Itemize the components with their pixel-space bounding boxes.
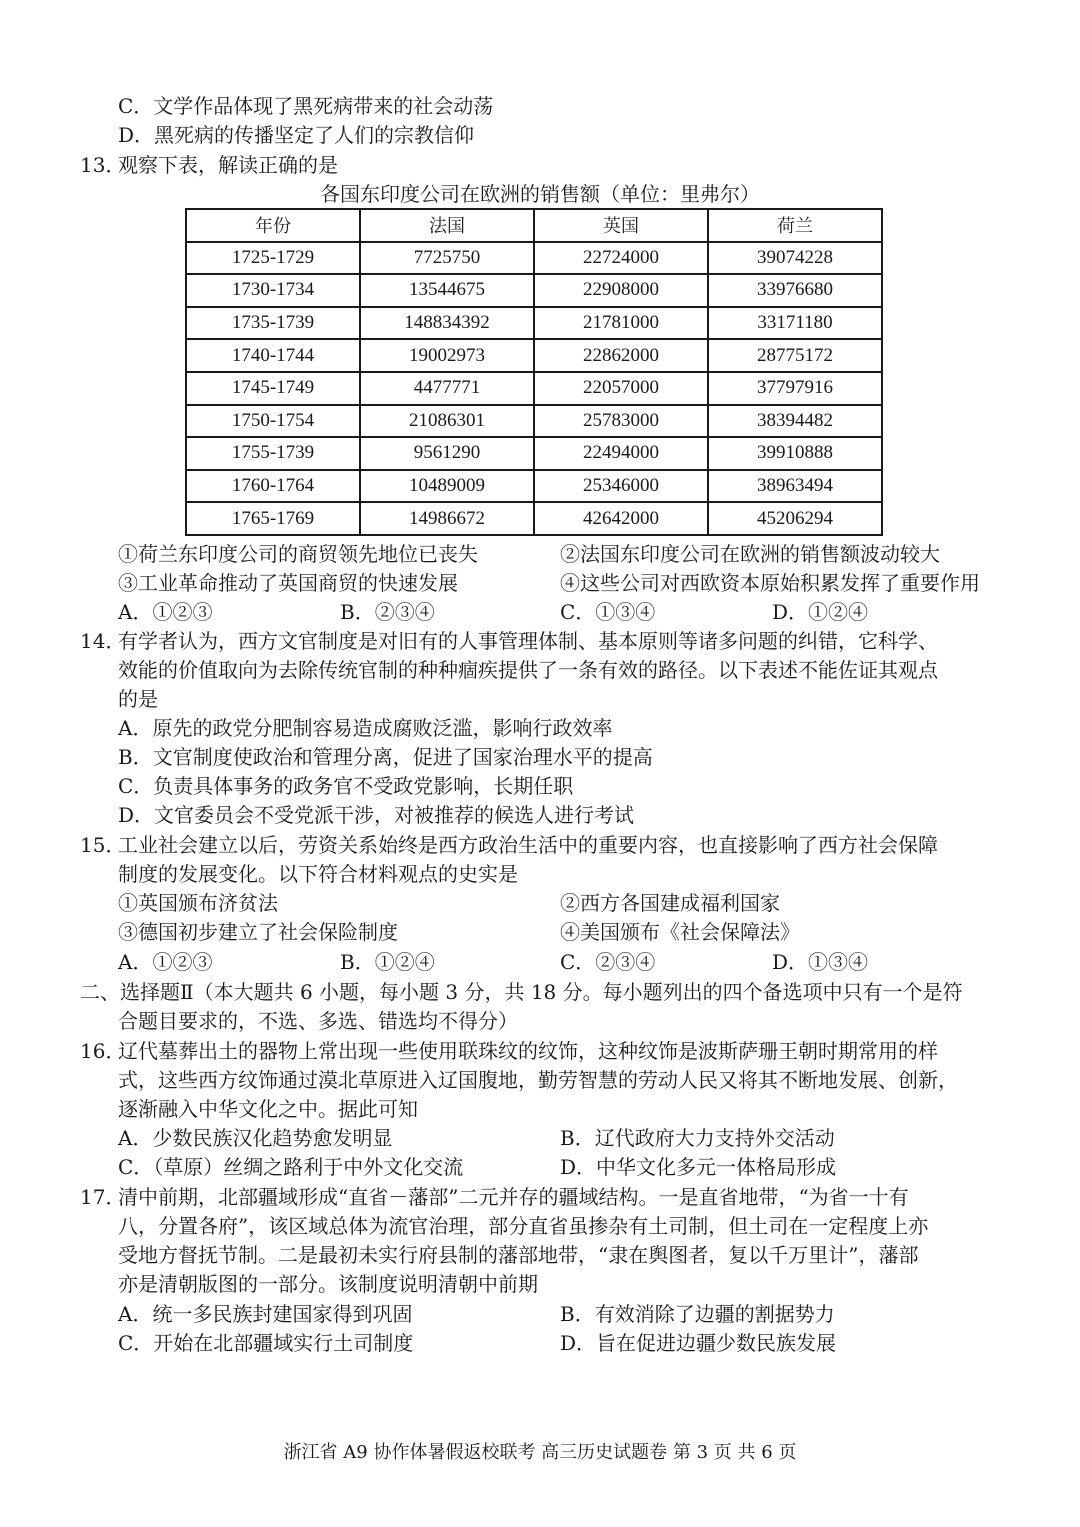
table-cell: 25783000 (534, 405, 708, 438)
table-cell: 14986672 (360, 502, 534, 535)
question-14-line: 有学者认为，西方文官制度是对旧有的人事管理体制、基本原则等诸多问题的纠错，它科学、 (118, 629, 938, 653)
option-d: D．黑死病的传播坚定了人们的宗教信仰 (118, 123, 475, 147)
option-d: D．旨在促进边疆少数民族发展 (560, 1331, 837, 1355)
question-14-line: 效能的价值取向为去除传统官制的种种痼疾提供了一条有效的路径。以下表述不能佐证其观点 (118, 658, 938, 682)
table-cell: 22494000 (534, 437, 708, 470)
question-number-14: 14． (80, 629, 126, 653)
question-number-17: 17． (80, 1185, 126, 1209)
table-cell: 1740-1744 (186, 339, 360, 372)
question-13-stem: 观察下表，解读正确的是 (118, 153, 338, 177)
option-b: B．②③④ (340, 600, 435, 624)
statement-3: ③德国初步建立了社会保险制度 (118, 920, 398, 944)
table-cell: 1765-1769 (186, 502, 360, 535)
question-17-line: 八，分置各府”，该区域总体为流官治理，部分直省虽掺杂有土司制，但土司在一定程度上亦 (118, 1214, 929, 1238)
option-d: D．①③④ (772, 950, 869, 974)
table-row (186, 405, 882, 438)
statement-4: ④这些公司对西欧资本原始积累发挥了重要作用 (560, 571, 980, 595)
table-cell: 38963494 (708, 470, 882, 503)
option-a: A．少数民族汉化趋势愈发明显 (118, 1126, 393, 1150)
option-d: D．中华文化多元一体格局形成 (560, 1155, 837, 1179)
option-b: B．有效消除了边疆的割据势力 (560, 1302, 835, 1326)
statement-2: ②法国东印度公司在欧洲的销售额波动较大 (560, 542, 940, 566)
table-title: 各国东印度公司在欧洲的销售额（单位：里弗尔） (320, 182, 760, 206)
table-cell: 1745-1749 (186, 372, 360, 405)
table-cell: 1725-1729 (186, 242, 360, 275)
table-row (186, 274, 882, 307)
header-netherlands: 荷兰 (708, 209, 882, 242)
page-footer: 浙江省 A9 协作体暑假返校联考 高三历史试题卷 第 3 页 共 6 页 (283, 1442, 797, 1463)
question-14-line: 的是 (118, 687, 158, 711)
option-b: B．辽代政府大力支持外交活动 (560, 1126, 835, 1150)
question-17-line: 亦是清朝版图的一部分。该制度说明清朝中前期 (118, 1272, 538, 1296)
option-b: B．①②④ (340, 950, 435, 974)
question-number-15: 15． (80, 833, 126, 857)
option-c: C．①③④ (560, 600, 656, 624)
table-cell: 1730-1734 (186, 274, 360, 307)
option-a: A．①②③ (118, 950, 213, 974)
header-britain: 英国 (534, 209, 708, 242)
option-d: D．文官委员会不受党派干涉，对被推荐的候选人进行考试 (118, 803, 635, 827)
table-cell: 21781000 (534, 307, 708, 340)
statement-4: ④美国颁布《社会保障法》 (560, 920, 800, 944)
table-cell: 13544675 (360, 274, 534, 307)
table-cell: 37797916 (708, 372, 882, 405)
table-cell: 33171180 (708, 307, 882, 340)
option-c: C．文学作品体现了黑死病带来的社会动荡 (118, 94, 494, 118)
section-heading-cont: 合题目要求的，不选、多选、错选均不得分） (118, 1009, 518, 1033)
statement-2: ②西方各国建成福利国家 (560, 891, 780, 915)
table-cell: 1750-1754 (186, 405, 360, 438)
table-cell: 1755-1739 (186, 437, 360, 470)
option-c: C．负责具体事务的政务官不受政党影响，长期任职 (118, 774, 574, 798)
table-cell: 10489009 (360, 470, 534, 503)
table-cell: 21086301 (360, 405, 534, 438)
question-15-line: 制度的发展变化。以下符合材料观点的史实是 (118, 862, 518, 886)
table-cell: 7725750 (360, 242, 534, 275)
table-cell: 25346000 (534, 470, 708, 503)
question-17-line: 受地方督抚节制。二是最初未实行府县制的藩部地带，“隶在舆图者，复以千万里计”，藩部 (118, 1243, 919, 1267)
table-cell: 19002973 (360, 339, 534, 372)
section-heading: 二、选择题Ⅱ（本大题共 6 小题，每小题 3 分，共 18 分。每小题列出的四个备选项中只有一个是符 (80, 980, 963, 1004)
option-a: A．①②③ (118, 600, 213, 624)
table-cell: 38394482 (708, 405, 882, 438)
table-cell: 9561290 (360, 437, 534, 470)
header-france: 法国 (360, 209, 534, 242)
question-number-13: 13． (80, 153, 126, 177)
table-cell: 1760-1764 (186, 470, 360, 503)
table-cell: 22057000 (534, 372, 708, 405)
question-17-line: 清中前期，北部疆域形成“直省－藩部”二元并存的疆域结构。一是直省地带，“为省一十有 (118, 1185, 909, 1209)
table-cell: 22862000 (534, 339, 708, 372)
table-cell: 22908000 (534, 274, 708, 307)
table-cell: 4477771 (360, 372, 534, 405)
question-16-line: 式，这些西方纹饰通过漠北草原进入辽国腹地，勤劳智慧的劳动人民又将其不断地发展、创新， (118, 1068, 958, 1092)
question-16-line: 辽代墓葬出土的器物上常出现一些使用联珠纹的纹饰，这种纹饰是波斯萨珊王朝时期常用的样 (118, 1039, 938, 1063)
table-row (186, 437, 882, 470)
option-a: A．统一多民族封建国家得到巩固 (118, 1302, 413, 1326)
table-cell: 22724000 (534, 242, 708, 275)
table-row (186, 502, 882, 535)
table-header-row (186, 209, 882, 242)
table-row (186, 372, 882, 405)
table-row (186, 339, 882, 372)
table-cell: 39074228 (708, 242, 882, 275)
option-b: B．文官制度使政治和管理分离，促进了国家治理水平的提高 (118, 745, 653, 769)
statement-3: ③工业革命推动了英国商贸的快速发展 (118, 571, 458, 595)
sales-table (185, 208, 883, 536)
option-d: D．①②④ (772, 600, 869, 624)
header-year: 年份 (186, 209, 360, 242)
table-cell: 42642000 (534, 502, 708, 535)
question-number-16: 16． (80, 1039, 126, 1063)
table-cell: 28775172 (708, 339, 882, 372)
table-row (186, 307, 882, 340)
table-cell: 33976680 (708, 274, 882, 307)
table-row (186, 470, 882, 503)
option-c: C．②③④ (560, 950, 656, 974)
option-a: A．原先的政党分肥制容易造成腐败泛滥，影响行政效率 (118, 716, 613, 740)
option-c: C．（草原）丝绸之路利于中外文化交流 (118, 1155, 464, 1179)
table-cell: 39910888 (708, 437, 882, 470)
question-16-line: 逐渐融入中华文化之中。据此可知 (118, 1097, 418, 1121)
question-15-line: 工业社会建立以后，劳资关系始终是西方政治生活中的重要内容，也直接影响了西方社会保障 (118, 833, 938, 857)
statement-1: ①荷兰东印度公司的商贸领先地位已丧失 (118, 542, 478, 566)
statement-1: ①英国颁布济贫法 (118, 891, 278, 915)
table-cell: 1735-1739 (186, 307, 360, 340)
table-cell: 148834392 (360, 307, 534, 340)
table-cell: 45206294 (708, 502, 882, 535)
option-c: C．开始在北部疆域实行土司制度 (118, 1331, 414, 1355)
table-row (186, 242, 882, 275)
